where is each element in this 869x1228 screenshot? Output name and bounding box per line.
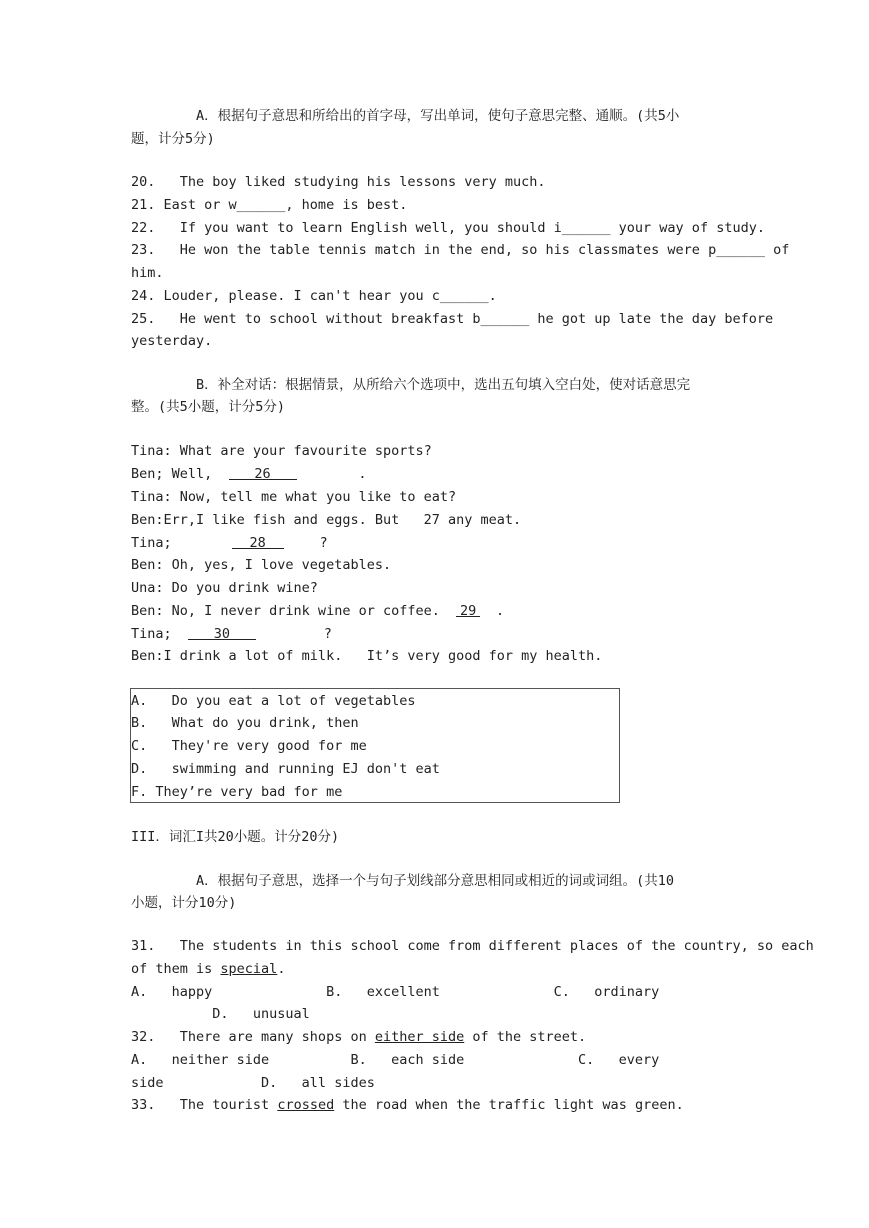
dialog-line-2-speaker: Ben; Well,	[131, 466, 229, 482]
question-25-cont: yesterday.	[131, 333, 213, 349]
question-32-end: of the street.	[464, 1029, 587, 1045]
dialog-line-4: Ben:Err,I like fish and eggs. But 27 any meat.	[131, 512, 522, 528]
section-b-heading-text: B．补全对话：根据情景，从所给六个选项中，选出五句填入空白处，使对话意思完	[196, 377, 691, 393]
question-32-options-2: side D. all sides	[131, 1075, 375, 1091]
dialog-line-2	[131, 465, 367, 483]
question-33-text: 33. The tourist	[131, 1097, 278, 1113]
question-31-options-2: D. unusual	[131, 1006, 310, 1022]
dialog-line-7: Una: Do you drink wine?	[131, 580, 318, 596]
question-33-end: the road when the traffic light was green.	[334, 1097, 684, 1113]
section-iii-heading: III．词汇I共20小题。计分20分)	[131, 829, 340, 845]
question-32	[131, 1028, 586, 1046]
question-32-options-1: A. neither side B. each side C. every	[131, 1052, 660, 1068]
section-b-heading-line2: 整。(共5小题，计分5分)	[131, 399, 286, 415]
option-b: B. What do you drink, then	[131, 715, 359, 731]
question-23: 23. He won the table tennis match in the end, so his classmates were p______ of	[131, 242, 790, 258]
section-iii-a-heading-line2: 小题，计分10分)	[131, 895, 237, 911]
question-33	[131, 1096, 684, 1114]
blank-26: 26	[229, 465, 297, 480]
question-31-end: .	[277, 961, 286, 977]
section-a-heading-line2: 题，计分5分)	[131, 131, 215, 147]
dialog-line-9-speaker: Tina;	[131, 626, 188, 642]
blank-28: 28	[232, 534, 284, 549]
underlined-word-31: special	[220, 961, 278, 977]
section-b-heading-line1	[131, 376, 690, 394]
section-iii-a-heading-text: A．根据句子意思，选择一个与句子划线部分意思相同或相近的词或词组。(共10	[196, 873, 675, 889]
blank-29: 29	[456, 602, 480, 617]
section-a-heading-line1	[131, 107, 679, 125]
question-20: 20. The boy liked studying his lessons very much.	[131, 174, 546, 190]
question-31-text: of them is	[131, 961, 221, 977]
blank-30: 30	[188, 625, 256, 640]
underlined-word-32: either side	[374, 1029, 465, 1045]
question-31-cont	[131, 960, 285, 978]
dialog-line-5	[131, 534, 328, 552]
dialog-line-10: Ben:I drink a lot of milk. It’s very good for my health.	[131, 648, 603, 664]
question-32-text: 32. There are many shops on	[131, 1029, 375, 1045]
dialog-line-8	[131, 602, 504, 620]
option-c: C. They're very good for me	[131, 738, 367, 754]
dialog-line-3: Tina: Now, tell me what you like to eat?	[131, 489, 457, 505]
dialog-line-5-end: ?	[319, 535, 328, 551]
dialog-line-8-end: .	[495, 603, 505, 619]
dialog-line-2-end: .	[358, 466, 367, 482]
dialog-line-8-text: Ben: No, I never drink wine or coffee.	[131, 603, 457, 619]
option-f: F. They’re very bad for me	[131, 784, 343, 800]
dialog-line-1: Tina: What are your favourite sports?	[131, 443, 432, 459]
question-31-options-1: A. happy B. excellent C. ordinary	[131, 984, 660, 1000]
question-25: 25. He went to school without breakfast b______ he got up late the day before	[131, 311, 774, 327]
question-23-cont: him.	[131, 265, 164, 281]
dialog-line-5-speaker: Tina;	[131, 535, 172, 551]
dialog-line-9	[131, 625, 332, 643]
question-22: 22. If you want to learn English well, you should i______ your way of study.	[131, 220, 765, 236]
option-d: D. swimming and running EJ don't eat	[131, 761, 440, 777]
question-21: 21. East or w______, home is best.	[131, 197, 408, 213]
section-a-heading-text: A．根据句子意思和所给出的首字母，写出单词，使句子意思完整、通顺。(共5小	[196, 108, 680, 124]
section-iii-a-heading-line1	[131, 872, 674, 890]
dialog-line-9-end: ?	[323, 626, 332, 642]
question-31: 31. The students in this school come from different places of the country, so each	[131, 938, 814, 954]
option-a: A. Do you eat a lot of vegetables	[131, 693, 416, 709]
dialog-line-6: Ben: Oh, yes, I love vegetables.	[131, 557, 392, 573]
question-24: 24. Louder, please. I can't hear you c______.	[131, 288, 497, 304]
underlined-word-33: crossed	[277, 1097, 335, 1113]
